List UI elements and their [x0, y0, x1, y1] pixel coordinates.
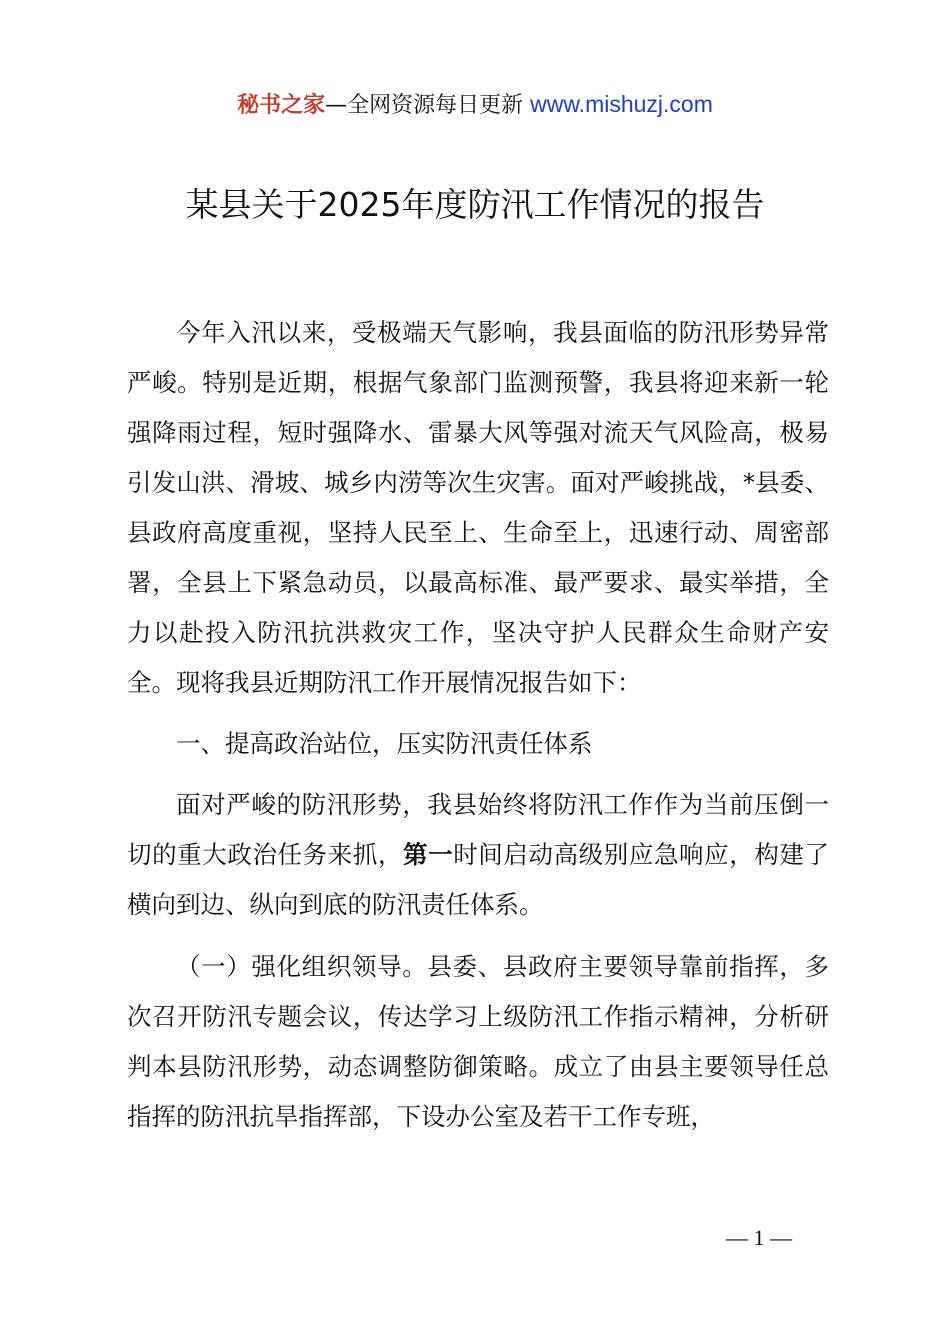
paragraph-2-text-before: 面对严峻的防汛形势，我县始终将防汛工作作为当前压倒一切的重大政治任务来抓， — [127, 790, 829, 869]
site-url-link[interactable]: www.mishuzj.com — [530, 91, 713, 117]
page-number: — 1 — — [726, 1225, 792, 1250]
document-body — [127, 308, 829, 1142]
paragraph-2-text-after: 时间启动高级别应急响应，构建了横向到边、纵向到底的防汛责任体系。 — [127, 840, 830, 919]
paragraph-2-bold-text: 第一 — [403, 840, 454, 869]
document-title: 某县关于2025年度防汛工作情况的报告 — [185, 185, 765, 224]
brand-name: 秘书之家 — [237, 93, 326, 118]
section-1-paragraph — [127, 780, 829, 930]
section-heading-1: 一、提高政治站位，压实防汛责任体系 — [176, 729, 593, 758]
subsection-1-paragraph: （一）强化组织领导。县委、县政府主要领导靠前指挥，多次召开防汛专题会议，传达学习上级防汛工作指示精神，分析研判本县防汛形势，动态调整防御策略。成立了由县主要领导任总指挥的防汛抗旱指挥部，下设办公室及若干工作专班， — [127, 952, 829, 1131]
intro-paragraph: 今年入汛以来，受极端天气影响，我县面临的防汛形势异常严峻。特别是近期，根据气象部门监测预警，我县将迎来新一轮强降雨过程，短时强降水、雷暴大风等强对流天气风险高，极易引发山洪、滑坡、城乡内涝等次生灾害。面对严峻挑战，*县委、县政府高度重视，坚持人民至上、生命至上，迅速行动、周密部署，全县上下紧急动员，以最高标准、最严要求、最实举措，全力以赴投入防汛抗洪救灾工作，坚决守护人民群众生命财产安全。现将我县近期防汛工作开展情况报告如下： — [127, 318, 829, 697]
header-tagline: —全网资源每日更新 — [325, 93, 531, 118]
site-header — [0, 88, 950, 122]
